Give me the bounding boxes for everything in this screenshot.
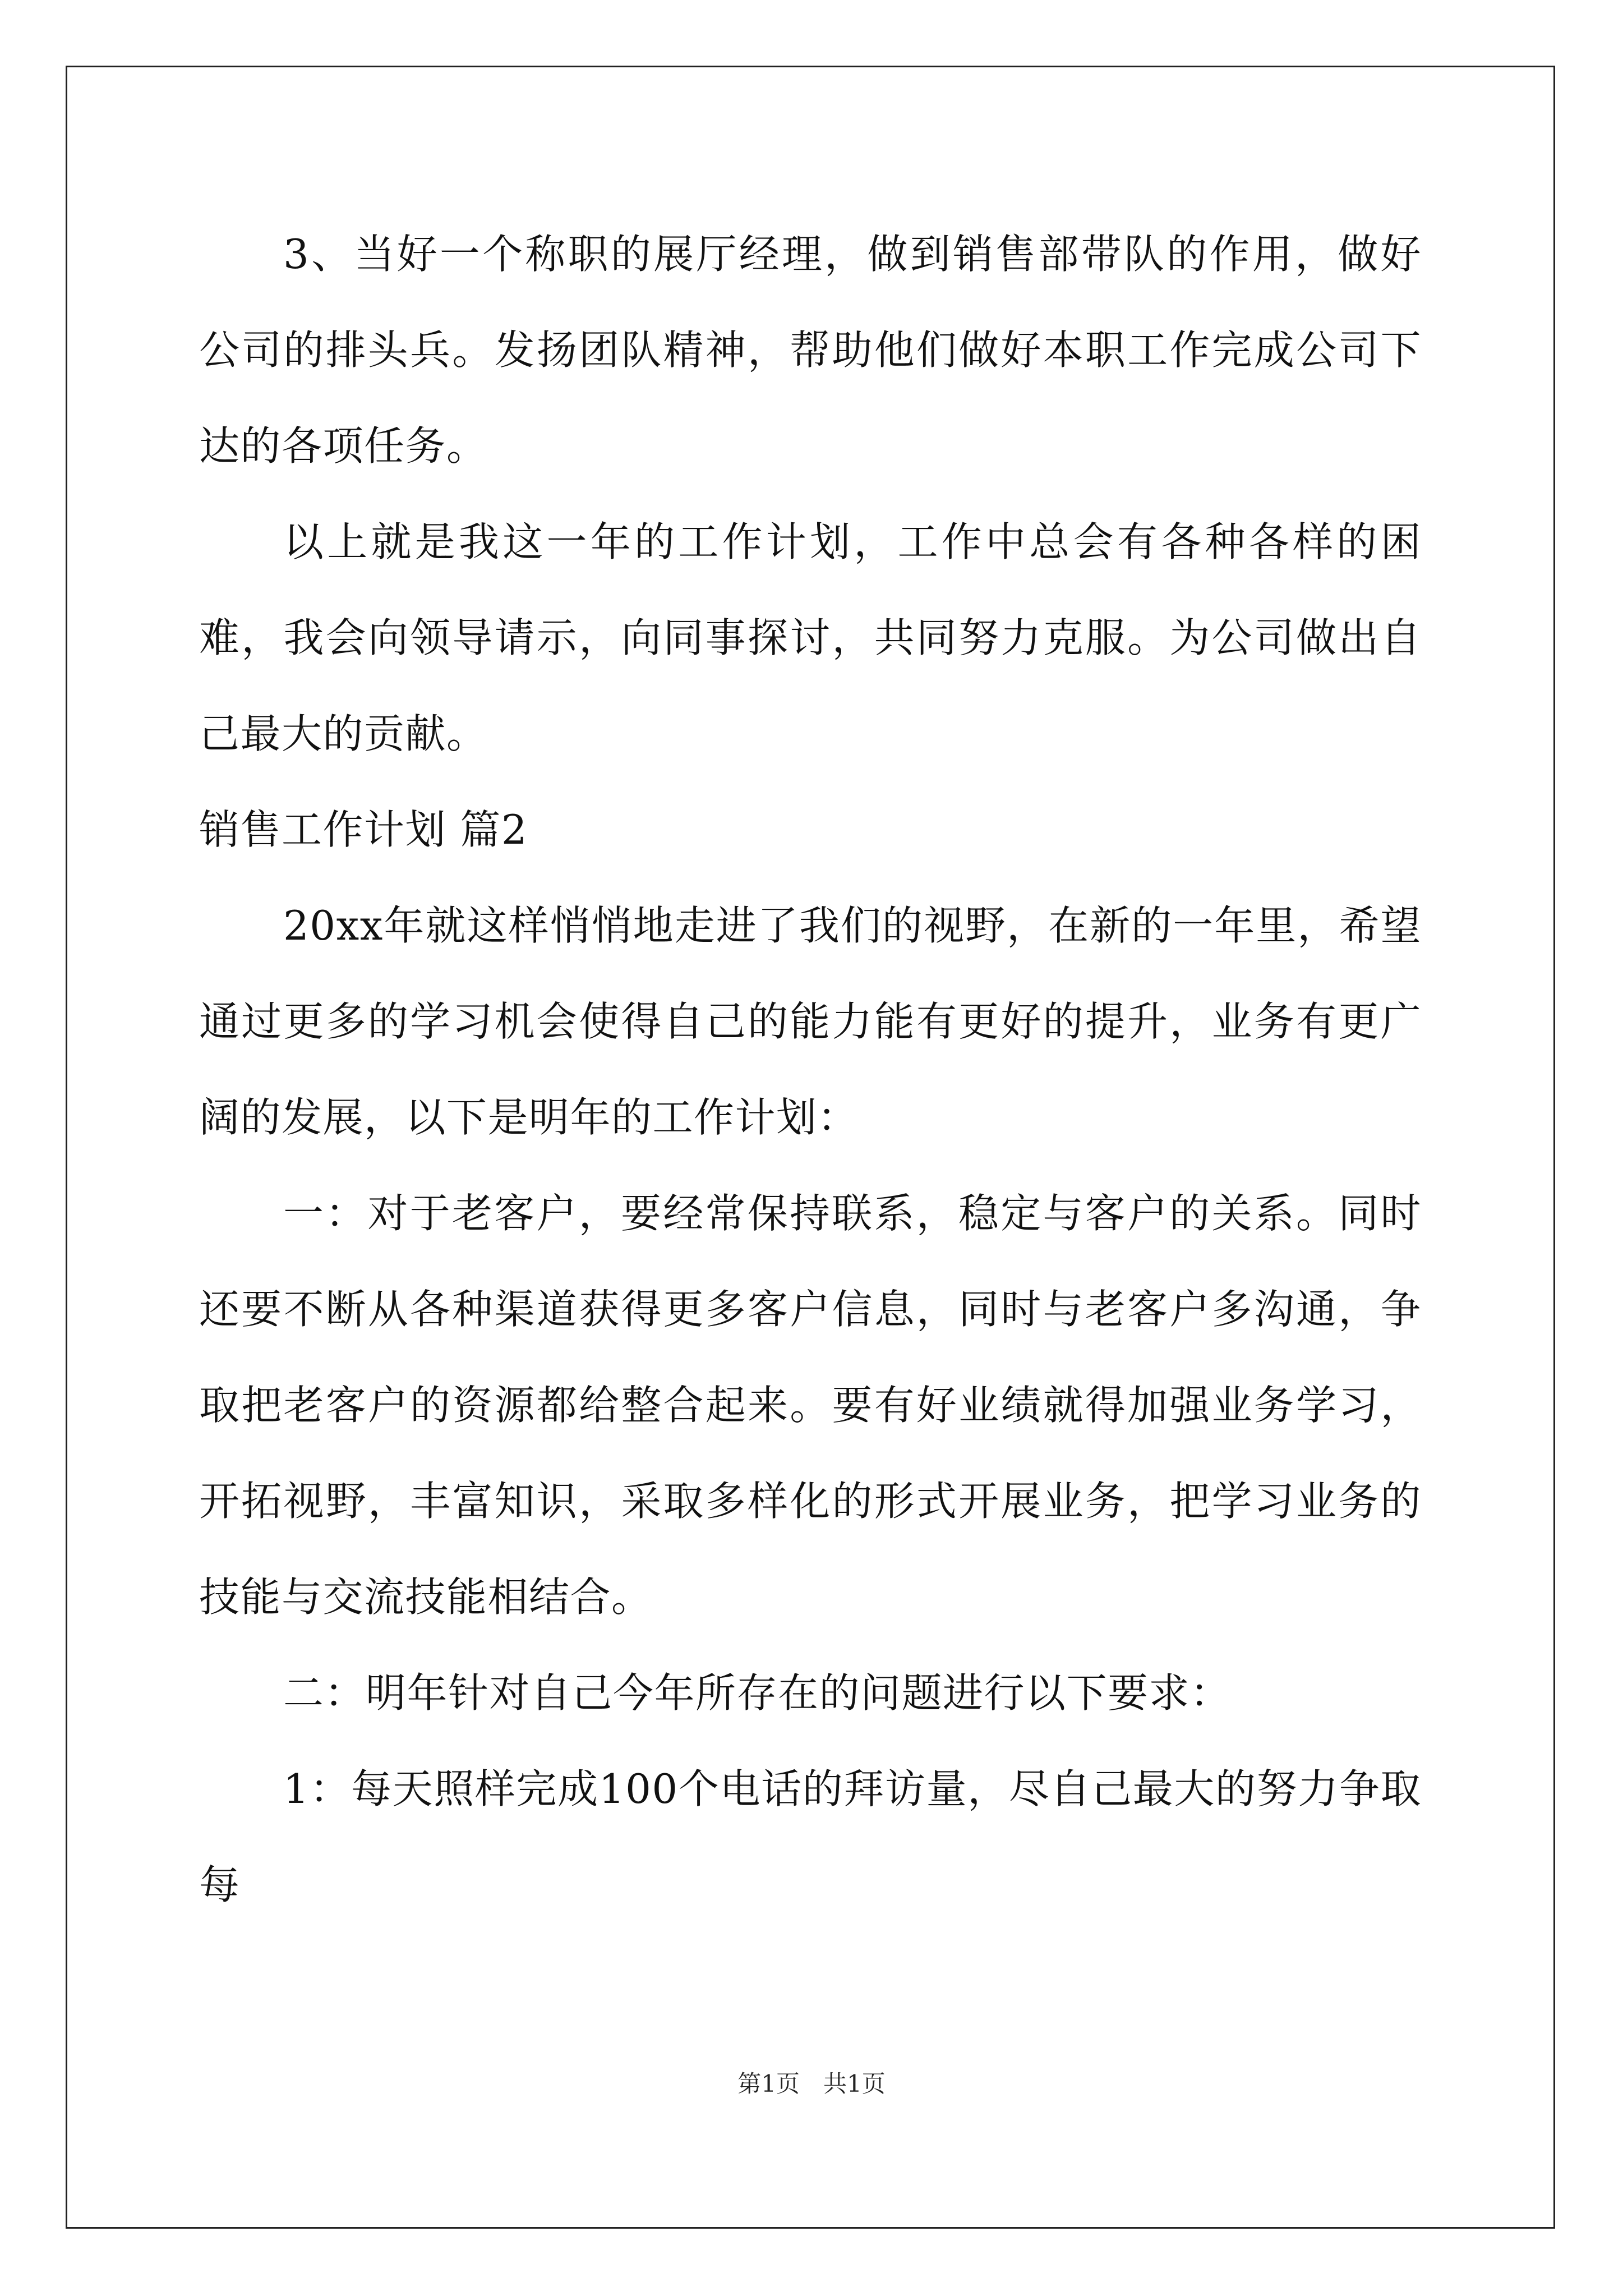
page-number: 第1页 [737,2070,800,2097]
page-footer [0,2067,1623,2101]
document-body [199,206,1422,1908]
paragraph-item-1-calls: 1：每天照样完成100个电话的拜访量，尽自己最大的努力争取每 [199,1765,1422,1908]
section-heading: 销售工作计划 篇2 [199,806,528,853]
paragraph-requirements: 二：明年针对自己今年所存在的问题进行以下要求： [283,1669,1232,1717]
paragraph-intro: 20xx年就这样悄悄地走进了我们的视野，在新的一年里，希望通过更多的学习机会使得自己的能力能有更好的提升，业务有更广阔的发展，以下是明年的工作计划： [199,902,1422,1141]
paragraph-old-customers: 一：对于老客户，要经常保持联系，稳定与客户的关系。同时还要不断从各种渠道获得更多客户信息，同时与老客户多沟通，争取把老客户的资源都给整合起来。要有好业绩就得加强业务学习，开拓视野，丰富知识，采取多样化的形式开展业务，把学习业务的技能与交流技能相结合。 [199,1190,1422,1621]
page-total: 共1页 [823,2070,886,2097]
paragraph-summary: 以上就是我这一年的工作计划，工作中总会有各种各样的困难，我会向领导请示，向同事探讨，共同努力克服。为公司做出自己最大的贡献。 [199,518,1422,757]
paragraph-item-3-role: 3、当好一个称职的展厅经理，做到销售部带队的作用，做好公司的排头兵。发扬团队精神，帮助他们做好本职工作完成公司下达的各项任务。 [199,231,1422,470]
